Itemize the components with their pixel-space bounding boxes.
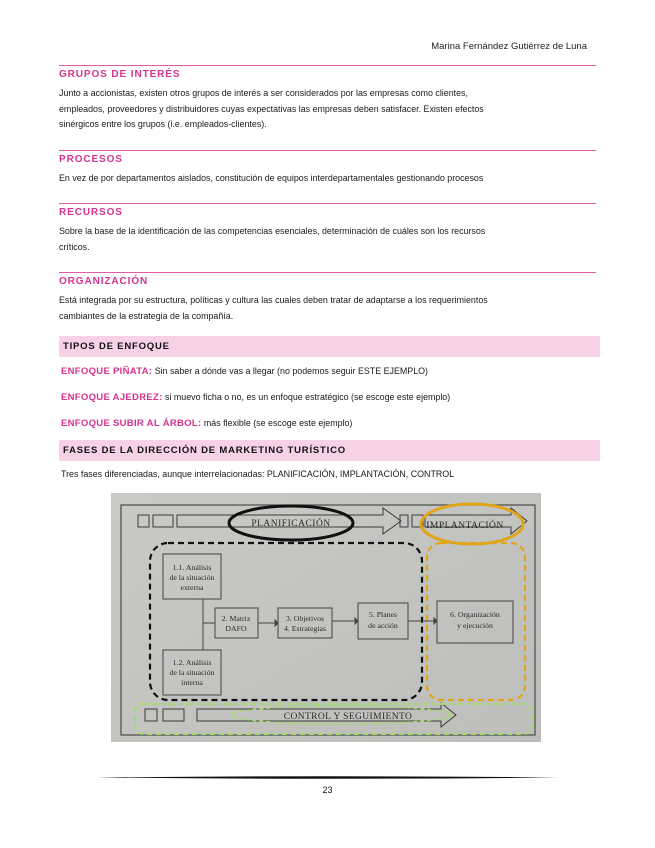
svg-text:3. Objetivos: 3. Objetivos <box>285 614 325 623</box>
section-divider <box>59 203 596 204</box>
section-divider <box>59 65 596 66</box>
enfoque-pinata <box>61 366 428 377</box>
planificacion-label: PLANIFICACIÓN <box>251 519 331 529</box>
enfoque-label: ENFOQUE AJEDREZ: <box>61 392 163 403</box>
enfoque-text: si muevo ficha o no, es un enfoque estratégico (se escoge este ejemplo) <box>162 392 451 402</box>
svg-text:5. Planes: 5. Planes <box>368 610 398 619</box>
section-title: GRUPOS DE INTERÉS <box>59 69 181 80</box>
body-line: Junto a accionistas, existen otros grupos de interés a ser considerados por las empresas como clientes, <box>59 88 468 98</box>
body-line: Está integrada por su estructura, políticas y cultura las cuales deben tratar de adaptarse a los requerimientos <box>59 295 488 305</box>
section-body <box>59 224 596 255</box>
implantacion-label: IMPLANTACIÓN <box>426 521 504 531</box>
section-title: PROCESOS <box>59 154 123 165</box>
svg-text:1.2. Análisis: 1.2. Análisis <box>172 658 212 667</box>
fases-heading: FASES DE LA DIRECCIÓN DE MARKETING TURÍSTICO <box>59 440 600 461</box>
section-title: RECURSOS <box>59 207 123 218</box>
section-body <box>59 86 596 133</box>
control-label: CONTROL Y SEGUIMIENTO <box>283 712 413 722</box>
fases-intro: Tres fases diferenciadas, aunque interrelacionadas: PLANIFICACIÓN, IMPLANTACIÓN, CONTROL <box>61 469 455 479</box>
footer-divider <box>97 775 558 780</box>
section-organizacion <box>59 272 596 324</box>
svg-text:de acción: de acción <box>368 621 398 630</box>
section-procesos <box>59 150 596 187</box>
section-body <box>59 171 596 187</box>
svg-text:externa: externa <box>180 583 204 592</box>
enfoque-label: ENFOQUE SUBIR AL ÁRBOL: <box>61 418 202 429</box>
body-line: críticos. <box>59 241 90 252</box>
svg-text:2. Matriz: 2. Matriz <box>221 614 251 623</box>
author-name: Marina Fernández Gutiérrez de Luna <box>431 41 587 52</box>
svg-text:6. Organización: 6. Organización <box>450 610 500 619</box>
body-line: cambiantes de la estrategia de la compañía. <box>59 310 234 321</box>
svg-text:y ejecución: y ejecución <box>457 621 493 630</box>
svg-text:de la situación: de la situación <box>169 573 215 582</box>
page-number: 23 <box>322 785 333 795</box>
body-line: empleados, proveedores y distribuidores cuyas expectativas las empresas deben satisfacer. Existen efectos <box>59 103 484 114</box>
tipos-enfoque-heading: TIPOS DE ENFOQUE <box>59 336 600 357</box>
svg-text:4. Estrategias: 4. Estrategias <box>283 624 327 633</box>
enfoque-subir-arbol <box>61 418 352 429</box>
section-title: ORGANIZACIÓN <box>59 276 149 287</box>
section-grupos-interes <box>59 65 596 133</box>
enfoque-ajedrez <box>61 392 450 403</box>
svg-text:1.1. Análisis: 1.1. Análisis <box>172 563 212 572</box>
body-line: En vez de por departamentos aislados, constitución de equipos interdepartamentales gestionando procesos <box>59 173 484 183</box>
body-line: sinérgicos entre los grupos (i.e. empleados-clientes). <box>59 119 267 130</box>
svg-text:de la situación: de la situación <box>169 668 215 677</box>
fases-diagram-image <box>111 493 541 742</box>
enfoque-text: más flexible (se escoge este ejemplo) <box>201 418 353 428</box>
body-line: Sobre la base de la identificación de las competencias esenciales, determinación de cuáles son los recursos <box>59 226 486 236</box>
section-body <box>59 293 596 324</box>
svg-text:DAFO: DAFO <box>225 624 247 633</box>
section-divider <box>59 150 596 151</box>
section-divider <box>59 272 596 273</box>
section-recursos <box>59 203 596 255</box>
enfoque-label: ENFOQUE PIÑATA: <box>61 366 153 377</box>
svg-text:interna: interna <box>181 678 203 687</box>
enfoque-text: Sin saber a dónde vas a llegar (no podemos seguir ESTE EJEMPLO) <box>152 366 428 376</box>
